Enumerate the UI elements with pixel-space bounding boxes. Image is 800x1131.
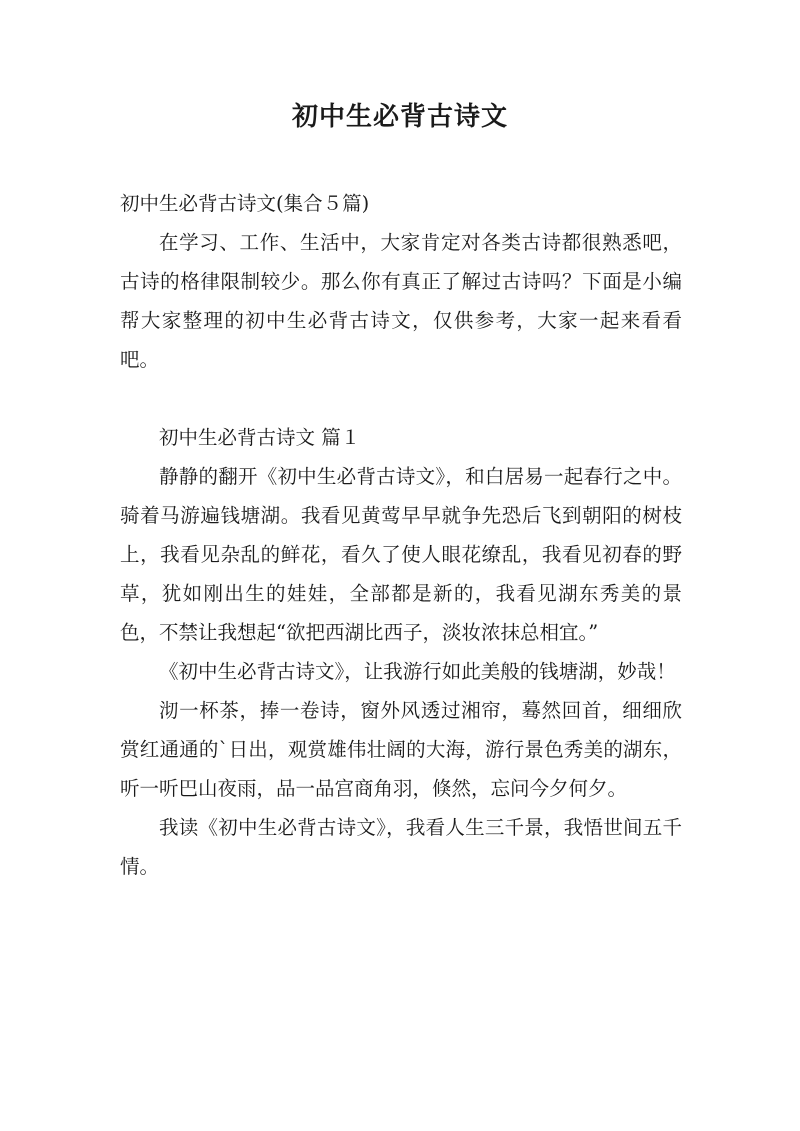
body-paragraph: 《初中生必背古诗文》，让我游行如此美般的钱塘湖，妙哉！ bbox=[159, 660, 676, 683]
section-heading: 初中生必背古诗文 篇１ bbox=[159, 426, 361, 449]
intro-paragraph: 在学习、工作、生活中，大家肯定对各类古诗都很熟悉吧，古诗的格律限制较少。那么你有真正了解过古诗吗？下面是小编帮大家整理的初中生必背古诗文，仅供参考，大家一起来看看吧。 bbox=[120, 231, 682, 371]
document-subtitle: 初中生必背古诗文(集合５篇) bbox=[120, 192, 370, 215]
document-title: 初中生必背古诗文 bbox=[291, 102, 508, 132]
body-paragraph: 我读《初中生必背古诗文》，我看人生三千景，我悟世间五千情。 bbox=[120, 816, 682, 878]
body-paragraph: 沏一杯茶，捧一卷诗，窗外风透过湘帘，蓦然回首，细细欣赏红通通的`日出，观赏雄伟壮阔的大海，游行景色秀美的湖东，听一听巴山夜雨，品一品宫商角羽，倏然，忘问今夕何夕。 bbox=[120, 699, 682, 800]
paragraph-gap bbox=[120, 379, 682, 418]
document-body bbox=[120, 184, 682, 886]
body-paragraph: 静静的翻开《初中生必背古诗文》，和白居易一起春行之中。骑着马游遍钱塘湖。我看见黄莺早早就争先恐后飞到朝阳的树枝上，我看见杂乱的鲜花，看久了使人眼花缭乱，我看见初春的野草，犹如刚出生的娃娃，全部都是新的，我看见湖东秀美的景色，不禁让我想起“欲把西湖比西子，淡妆浓抹总相宜。” bbox=[120, 465, 682, 644]
